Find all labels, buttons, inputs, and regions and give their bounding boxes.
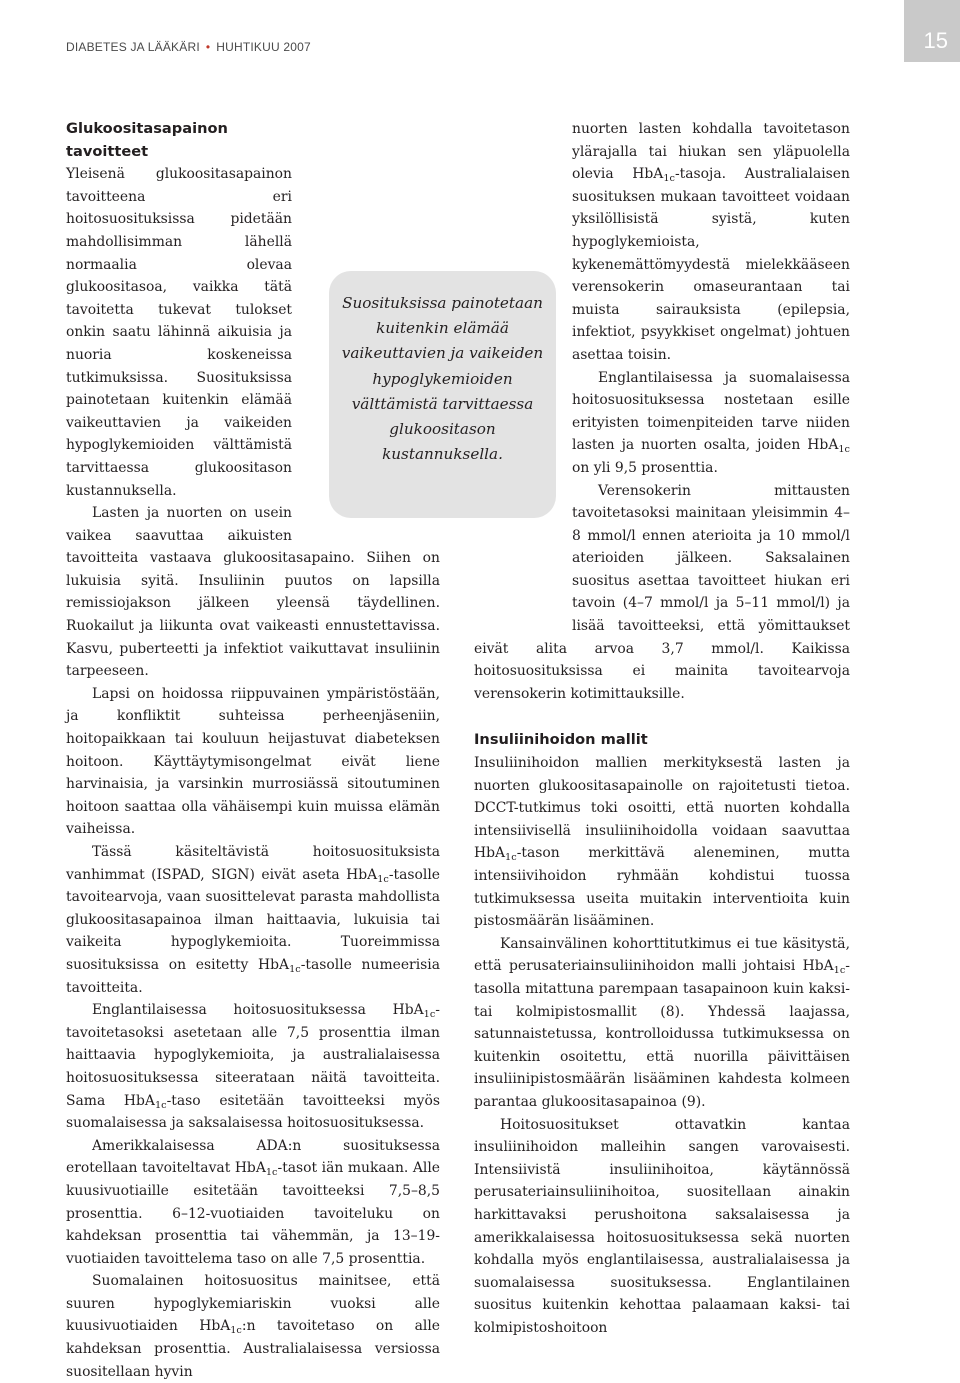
journal-name: DIABETES JA LÄÄKÄRI	[66, 40, 200, 54]
separator-dot-icon: •	[205, 40, 211, 54]
paragraph: Kansainvälinen kohorttitutkimus ei tue käsitystä, että perusateriainsuliinihoidon malli johtaisi HbA$_{1c}$-tasolla mitattuna parempaan tasapainoon kuin kaksi- tai kolmipistosmallit (8). Yhdessä laajassa, satunnaistetussa, kontrolloidussa tutkimuksessa on kuitenkin osoitettu, että nuorilla päivittäisen insuliinipistosmäärän lisääminen kahdesta kolmeen parantaa glukoositasapainoa (9).	[474, 935, 850, 1110]
page-number: 15	[923, 28, 948, 53]
paragraph: Lasten ja nuorten on usein vaikea saavuttaa aikuisten tavoitteita vastaava glukoositasapaino. Siihen on lukuisia syitä. Insuliinin puutos on lapsilla remissiojakson jälkeen yleensä täydellinen. Ruokailut ja liikunta ovat vaikeasti ennustettavissa. Kasvu, puberteetti ja infektiot vaikuttavat insuliinin tarpeeseen.	[66, 505, 440, 680]
paragraph: Insuliinihoidon mallien merkityksestä lasten ja nuorten glukoositasapainolle on rajoitetusti tietoa. DCCT-tutkimus toki osoitti, että nuorten kohdalla intensiivisellä insuliinihoidolla voidaan saavuttaa HbA$_{1c}$-tason merkittävä aleneminen, mutta intensiivihoidon ryhmään kohdistui tuossa tutkimuksessa useita muitakin interventioita kuin pistosmäärän lisääminen.	[474, 755, 850, 930]
paragraph: nuorten lasten kohdalla tavoitetason ylärajalla tai hiukan sen yläpuolella olevia HbA$_{1c}$-tasoja. Australialaisen suosituksen mukaan tavoitteet voidaan yksilöllisistä syistä, kuten hypoglykemioista, kykenemättömyydestä mielekkääseen verensokerin omaseurantaan tai muista sairauksista (epilepsia, infektiot, psyykkiset ongelmat) johtuen asettaa toisin.	[572, 121, 850, 363]
paragraph: Verensokerin mittausten tavoitetasoksi mainitaan yleisimmin 4–8 mmol/l ennen aterioita ja 10 mmol/l aterioiden jälkeen. Saksalainen suositus asettaa tavoitteet hiukan eri tavoin (4–7 mmol/l ja 5–11 mmol/l) ja lisää tavoitteeksi, että yömittaukset eivät alita arvoa 3,7 mmol/l. Kaikissa hoitosuosituksissa ei mainita tavoitearvoja verensokerin kotimittauksille.	[474, 482, 850, 702]
paragraph: Englantilaisessa hoitosuosituksessa HbA$_{1c}$-tavoitetasoksi asetetaan alle 7,5 prosenttia ilman haittaavia hypoglykemioita, ja australialaisessa hoitosuosituksessa siteerataan näitä tavoitteita. Sama HbA$_{1c}$-taso esitetään tavoitteeksi myös suomalaisessa ja saksalaisessa hoitosuosituksessa.	[66, 1002, 440, 1132]
issue-date: HUHTIKUU 2007	[216, 40, 311, 54]
paragraph: Englantilaisessa ja suomalaisessa hoitosuosituksessa nostetaan esille erityisten toimenpiteiden tarve niiden lasten ja nuorten osalta, joiden HbA$_{1c}$ on yli 9,5 prosenttia.	[572, 369, 850, 476]
section-heading-insuliinihoidon-mallit: Insuliinihoidon mallit	[474, 731, 648, 749]
paragraph: Hoitosuositukset ottavatkin kantaa insuliinihoidon malleihin sangen varovaisesti. Intensiivistä insuliinihoitoa, käytännössä perusateriainsuliinihoitoa, suositellaan ainakin harkittavaksi perushoitona saksalaisessa ja amerikkalaisessa hoitosuosituksessa sekä nuorten kohdalla myös englantilaisessa, australialaisessa ja suomalaisessa suosituksessa. Englantilainen suositus kuitenkin kehottaa palaamaan kaksi- tai kolmipistoshoitoon	[474, 1116, 850, 1336]
section-heading-glukoositasapaino: Glukoositasapainon tavoitteet	[66, 120, 228, 160]
paragraph: Tässä käsiteltävistä hoitosuosituksista vanhimmat (ISPAD, SIGN) eivät aseta HbA$_{1c}$-tasolle tavoitearvoja, vaan suosittelevat parasta mahdollista glukoositasapainoa ilman haittaavia, lukuisia tai vaikeita hypoglykemioita. Tuoreimmissa suosituksissa on esitetty HbA$_{1c}$-tasolle numeerisia tavoitteita.	[66, 844, 440, 996]
paragraph: Lapsi on hoidossa riippuvainen ympäristöstään, ja konfliktit suhteissa perheenjäseniin, hoitopaikkaan tai kouluun heijastuvat diabeteksen hoitoon. Käyttäytymisongelmat eivät liene harvinaisia, ja varsinkin murrosiässä sitoutuminen hoitoon saattaa olla vähäisempi kuin muissa elämän vaiheissa.	[66, 685, 440, 838]
paragraph: Amerikkalaisessa ADA:n suosituksessa erotellaan tavoiteltavat HbA$_{1c}$-tasot iän mukaan. Alle kuusivuotiaille esitetään tavoitteeksi 7,5–8,5 prosenttia. 6–12-vuotiaiden tavoiteluku on kahdeksan prosenttia tai vähemmän, ja 13–19-vuotiaiden tavoittelema taso on alle 7,5 prosenttia.	[66, 1137, 440, 1267]
pull-quote: Suosituksissa painotetaan kuitenkin elämää vaikeuttavien ja vaikeiden hypoglykemioiden välttämistä tarvittaessa glukoositason kustannuksella.	[329, 271, 556, 518]
paragraph: Suomalainen hoitosuositus mainitsee, että suuren hypoglykemiariskin vuoksi alle kuusivuotiaiden HbA$_{1c}$:n tavoitetaso on alle kahdeksan prosenttia. Australialaisessa versiossa suositellaan hyvin	[66, 1273, 440, 1380]
page-number-tab	[904, 0, 960, 62]
paragraph: Yleisenä glukoositasapainon tavoitteena eri hoitosuosituksissa pidetään mahdollisimman lähellä normaalia olevaa glukoositasoa, vaikka tätä tavoitetta tukevat tulokset onkin saatu lähinnä aikuisia ja nuoria koskeneissa tutkimuksissa. Suosituksissa painotetaan kuitenkin elämää vaikeuttavien ja vaikeiden hypoglykemioiden välttämistä tarvittaessa glukoositason kustannuksella.	[66, 166, 292, 499]
running-head	[66, 40, 311, 54]
